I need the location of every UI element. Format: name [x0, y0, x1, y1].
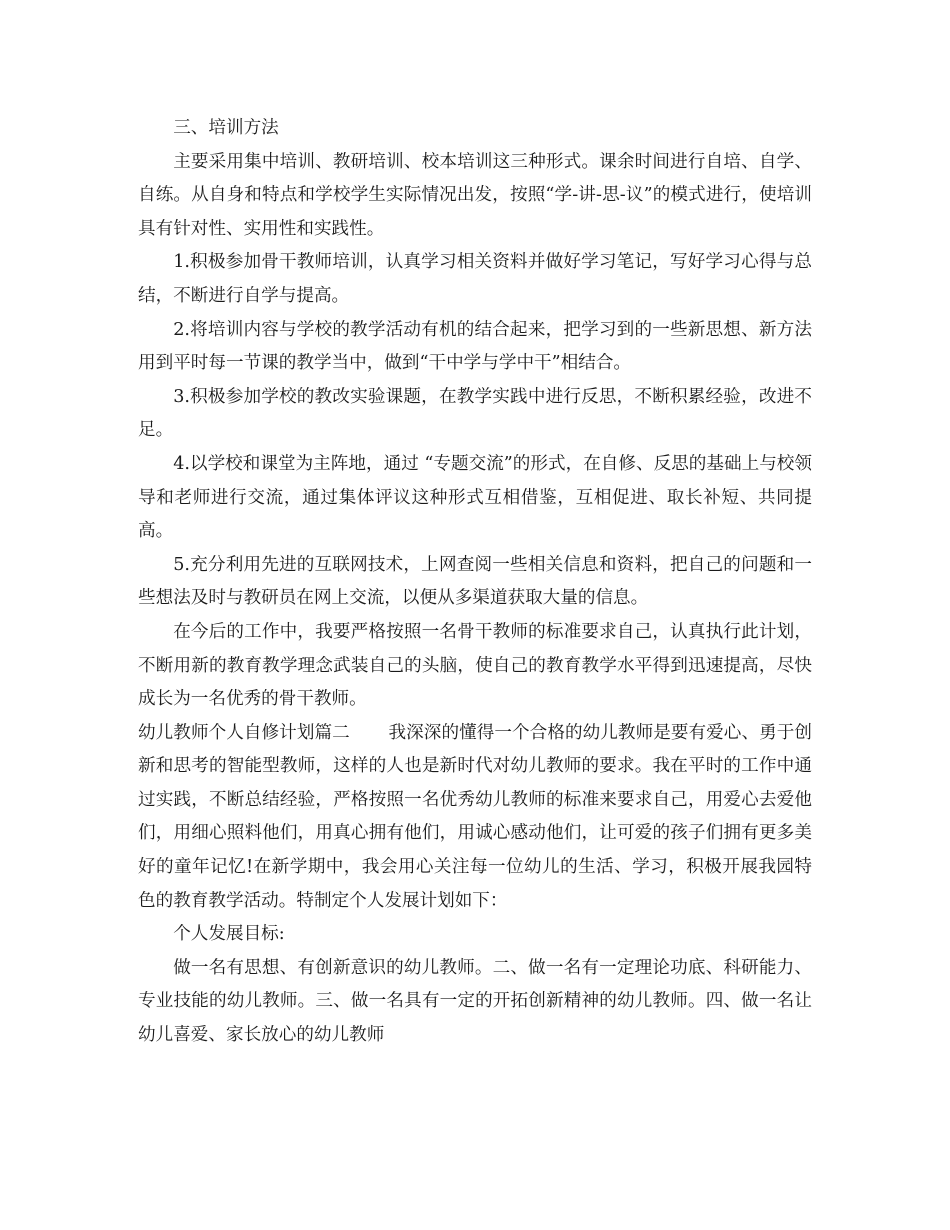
goals-heading: 个人发展目标:	[173, 924, 285, 945]
paragraph-conclusion: 在今后的工作中，我要严格按照一名骨干教师的标准要求自己，认真执行此计划，不断用新的教育教学理念武装自己的头脑，使自己的教育教学水平得到迅速提高，尽快成长为一名优秀的骨干教师。	[138, 621, 812, 710]
list-item-1: 1.积极参加骨干教师培训，认真学习相关资料并做好学习笔记，写好学习心得与总结，不断进行自学与提高。	[138, 252, 812, 306]
paragraph-training-forms: 主要采用集中培训、教研培训、校本培训这三种形式。课余时间进行自培、自学、自练。从自身和特点和学校学生实际情况出发，按照“学-讲-思-议”的模式进行，使培训具有针对性、实用性和实践性。	[138, 151, 812, 239]
list-item-5: 5.充分利用先进的互联网技术，上网查阅一些相关信息和资料，把自己的问题和一些想法及时与教研员在网上交流，以便从多渠道获取大量的信息。	[138, 554, 812, 609]
section2-title: 幼儿教师个人自修计划篇二	[138, 722, 350, 743]
list-item-2: 2.将培训内容与学校的教学活动有机的结合起来，把学习到的一些新思想、新方法用到平时每一节课的教学当中，做到“干中学与学中干”相结合。	[138, 319, 812, 374]
goals-text: 做一名有思想、有创新意识的幼儿教师。二、做一名有一定理论功底、科研能力、专业技能的幼儿教师。三、做一名具有一定的开拓创新精神的幼儿教师。四、做一名让幼儿喜爱、家长放心的幼儿教师	[138, 957, 812, 1046]
list-item-4: 4.以学校和课堂为主阵地，通过 “专题交流”的形式，在自修、反思的基础上与校领导和老师进行交流，通过集体评议这种形式互相借鉴，互相促进、取长补短、共同提高。	[138, 453, 812, 542]
paragraph-section2	[138, 717, 812, 919]
section2-intro: 我深深的懂得一个合格的幼儿教师是要有爱心、勇于创新和思考的智能型教师，这样的人也是新时代对幼儿教师的要求。我在平时的工作中通过实践，不断总结经验，严格按照一名优秀幼儿教师的标准来要求自己，用爱心去爱他们，用细心照料他们，用真心拥有他们，用诚心感动他们，让可爱的孩子们拥有更多美好的童年记忆!在新学期中，我会用心关注每一位幼儿的生活、学习，积极开展我园特色的教育教学活动。特制定个人发展计划如下：	[138, 722, 812, 911]
section-heading-training-methods: 三、培训方法	[173, 118, 279, 138]
list-item-3: 3.积极参加学校的教改实验课题，在教学实践中进行反思，不断积累经验，改进不足。	[138, 386, 812, 441]
